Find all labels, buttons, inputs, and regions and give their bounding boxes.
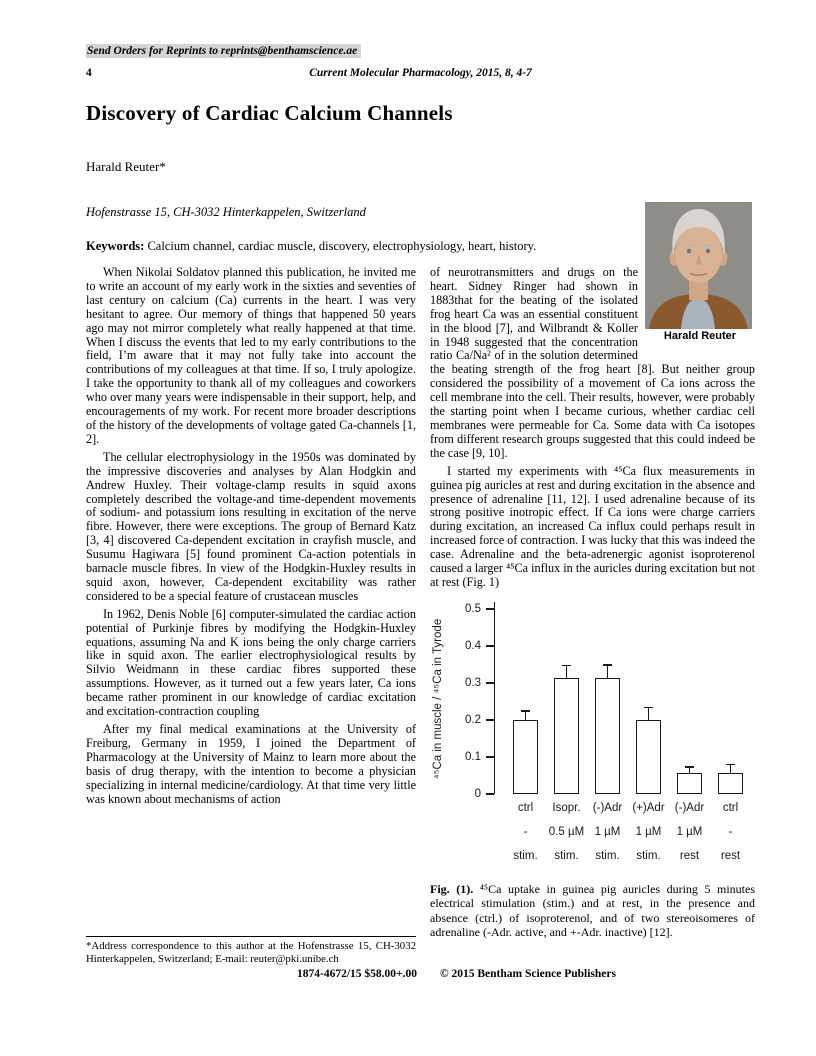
y-tick [486,682,494,683]
x-tick-label: (+)Adr [632,801,665,814]
y-tick-label: 0.4 [465,639,481,652]
y-tick-label: 0 [474,787,481,800]
chart-plot-area [495,602,751,794]
x-tick-label: (-)Adr [674,801,705,814]
bar-slot [505,602,546,794]
copyright-notice: © 2015 Bentham Science Publishers [440,968,616,980]
y-tick [486,756,494,757]
figure-caption [430,882,755,940]
error-bar [730,765,731,773]
article-title: Discovery of Cardiac Calcium Channels [86,101,453,125]
author-name: Harald Reuter* [86,159,166,174]
journal-citation: Current Molecular Pharmacology, 2015, 8, 4-7 [309,67,532,79]
x-tick-label: stim. [595,849,620,862]
error-bar-cap [726,764,735,765]
y-tick-label: 0.2 [465,713,481,726]
correspondence-footnote [86,936,416,966]
reprint-notice: Send Orders for Reprints to reprints@benthamscience.ae [86,44,361,58]
error-bar [566,666,567,678]
author-portrait-image [645,202,752,329]
error-bar [607,666,608,678]
x-tick-label: Isopr. [552,801,581,814]
figure-caption-label: Fig. (1). [430,881,474,896]
error-bar-cap [685,766,694,767]
x-tick-label: - [728,825,733,838]
error-bar-cap [562,665,571,666]
paragraph: In 1962, Denis Noble [6] computer-simulated the cardiac action potential of Purkinje fibres by modifying the Hodgkin-Huxley equations, assuming Na and K ions being the only charge carriers like in squid axon. The earlier electrophysiological results by Silvio Weidmann in these cardiac fibres supported these assumptions. However, as it turned out a few years later, Ca ions became rather prominent in our knowledge of cardiac excitation and excitation-contraction coupling [86,606,416,719]
left-column [86,266,416,966]
keywords-list: Calcium channel, cardiac muscle, discovery, electrophysiology, heart, history. [144,239,537,253]
paragraph: When Nikolai Soldatov planned this publication, he invited me to write an account of my early work in the sixties and seventies of last century on calcium (Ca) currents in the heart. I was very hesitant to agree. Our memory of things that happened 50 years ago may not mirror completely what really happened at that time. When I discuss the events that led to my early contributions to the field, I’m aware that it may not fully take into account the contributions of my colleagues at that time. If so, I truly apologize. I take the opportunity to thank all of my colleagues and coworkers who over many years were indispensable in their support, help, and encouragements of my work. For recent more broader descriptions of the history of the developments of voltage gated Ca-channels [1, 2]. [86,266,416,446]
running-header [86,67,755,81]
bar-slot [587,602,628,794]
x-tick-label: ctrl [517,801,534,814]
error-bar [648,708,649,719]
x-tick-label: 1 µM [594,825,621,838]
chart-xlabels-row1 [505,802,751,814]
x-tick-label: stim. [636,849,661,862]
chart-xlabels-row3 [505,850,751,862]
chart-y-axis [430,602,494,800]
footnote-divider [86,936,416,937]
x-tick-label: 1 µM [676,825,703,838]
paragraph: The cellular electrophysiology in the 1950s was dominated by the impressive discoveries and analyses by Alan Hodgkin and Andrew Huxley. Their voltage-clamp results in squid axons completely described the voltage-and time-dependent movements of sodium- and potassium ions resulting in excitation of the nerve fibre. However, there were exceptions. The group of Bernard Katz [3, 4] discovered Ca-dependent excitation in crayfish muscle, and Susumu Hagiwara [5] found prominent Ca-action potentials in barnacle muscle fibres. In view of the Hodgkin-Huxley results in squid axon, however, Ca-dependent excitability was rather considered to be a special feature of crustacean muscles [86,449,416,603]
bar-slot [546,602,587,794]
y-tick [486,719,494,720]
bar [677,773,702,794]
x-tick-label: stim. [513,849,538,862]
error-bar [525,712,526,720]
bar [554,678,579,794]
x-tick-label: 1 µM [635,825,662,838]
article-body [86,266,755,966]
keywords-label: Keywords: [86,239,145,253]
x-tick-label: - [523,825,528,838]
x-tick-label: ctrl [722,801,739,814]
page-number: 4 [86,67,92,79]
bar-slot [628,602,669,794]
paragraph: of neurotransmitters and drugs on the heart. Sidney Ringer had shown in 1883that for the beating of the isolated frog heart Ca was an essential constituent in the blood [7], and Wilbrandt & Koller in 1948 suggested that the concentration ratio Ca/Na² of in the solution determined the beating strength of the frog heart [8]. But neither group considered the possibility of a movement of Ca ions across the cell membrane into the cell. Their results, however, were probably the starting point when I became curious, whether cardiac cell membranes were permeable for Ca. Some data with Ca isotopes from different research groups suggested that this could indeed be the case [9, 10]. [430,265,755,460]
error-bar-cap [644,707,653,708]
x-tick-label: (-)Adr [592,801,623,814]
figure-1-bar-chart [430,602,755,874]
error-bar-cap [521,710,530,711]
x-tick-label: stim. [554,849,579,862]
page-footer [86,968,755,984]
bar [636,720,661,794]
y-tick [486,645,494,646]
x-tick-label: rest [720,849,741,862]
x-tick-label: 0.5 µM [548,825,585,838]
footnote-text: *Address correspondence to this author at the Hofenstrasse 15, CH-3032 Hinterkappelen, Switzerland; E-mail: reuter@pki.unibe.ch [86,940,416,965]
chart-y-axis-label: ⁴⁵Ca in muscle / ⁴⁵Ca in Tyrode [432,618,444,780]
bar [595,678,620,794]
bar-slot [710,602,751,794]
y-tick [486,793,494,794]
y-tick-label: 0.1 [465,750,481,763]
bar-slot [669,602,710,794]
paragraph: After my final medical examinations at the University of Freiburg, Germany in 1959, I joined the Department of Pharmacology at the University of Mainz to learn more about the basis of drug therapy, with the intention to become a physician specializing in internal medicine/cardiology. At that time very little was known about mechanisms of action [86,722,416,806]
author-photo [645,202,755,343]
x-tick-label: rest [679,849,700,862]
figure-caption-text: ⁴⁵Ca uptake in guinea pig auricles during 5 minutes electrical stimulation (stim.) and at rest, in the presence and absence (ctrl.) of isoproterenol, and of two stereoisomeres of adrenaline (-Adr. active, and +-Adr. inactive) [12]. [430,881,756,940]
y-tick [486,608,494,609]
paragraph: I started my experiments with ⁴⁵Ca flux measurements in guinea pig auricles at rest and during excitation in the absence and presence of adrenaline [11, 12]. I used adrenaline because of its strong positive inotropic effect. If Ca ions were charge carriers during excitation, an increased Ca influx could perhaps result in increased force of contraction. I was lucky that this was indeed the case. Adrenaline and the beta-adrenergic agonist isoproterenol caused a larger ⁴⁵Ca influx in the auricles during excitation but not at rest (Fig. 1) [430,463,755,589]
bar [718,773,743,794]
right-column [430,266,755,966]
issn-price: 1874-4672/15 $58.00+.00 [297,968,417,980]
y-tick-label: 0.5 [465,602,481,615]
error-bar-cap [603,664,612,665]
error-bar [689,768,690,773]
y-tick-label: 0.3 [465,676,481,689]
author-affiliation: Hofenstrasse 15, CH-3032 Hinterkappelen, Switzerland [86,205,366,219]
bar [513,720,538,794]
chart-xlabels-row2 [505,826,751,838]
author-photo-caption: Harald Reuter [663,330,737,342]
